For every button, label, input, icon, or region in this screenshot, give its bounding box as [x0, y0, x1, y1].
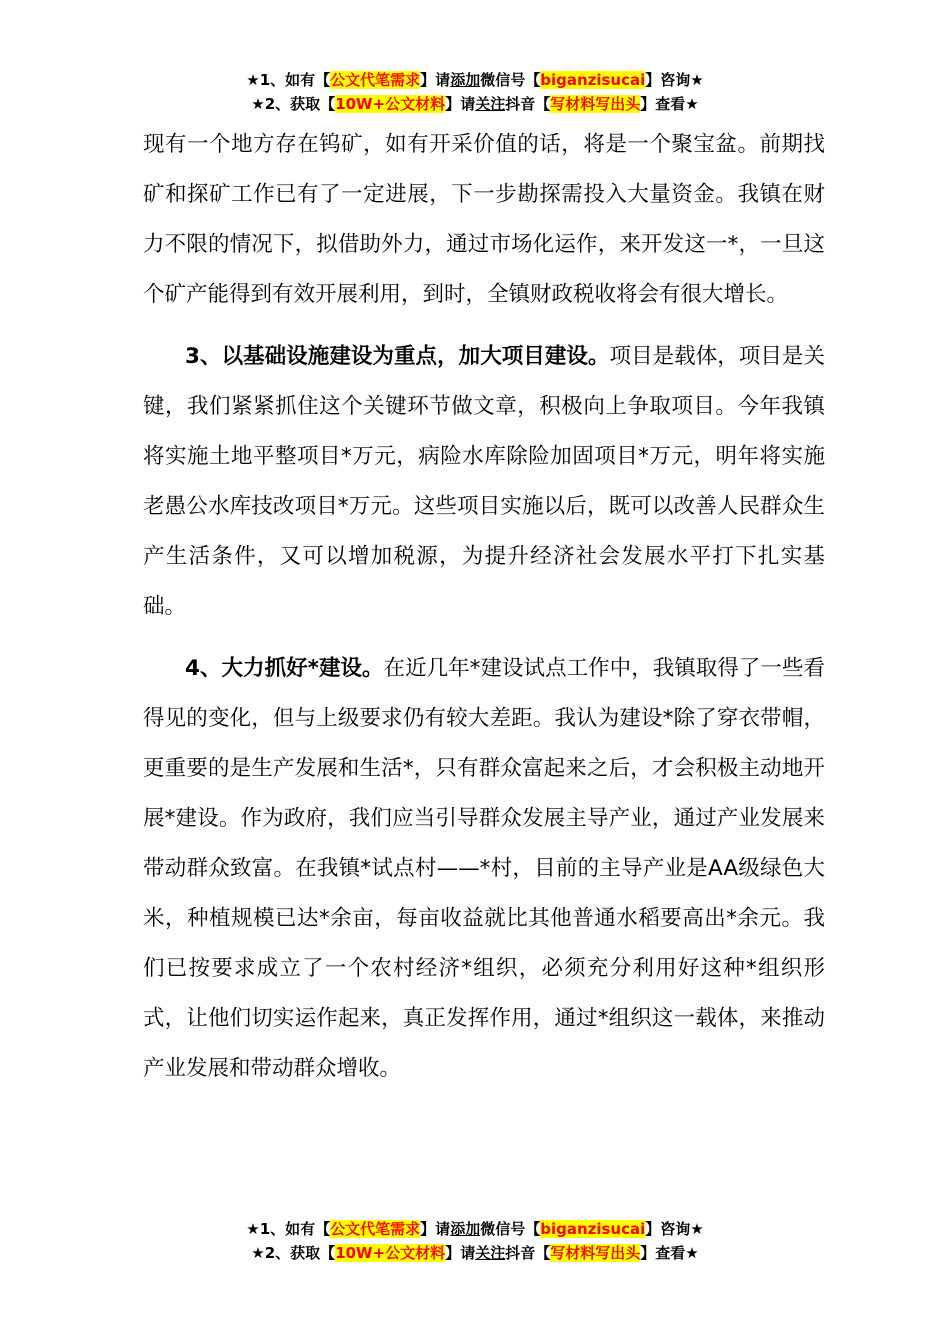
highlight-text: 公文代笔需求	[330, 1220, 421, 1238]
highlight-text: 公文代笔需求	[330, 71, 421, 89]
bottom-banner	[0, 1217, 950, 1265]
paragraph-3	[143, 644, 825, 1094]
banner-text: 】查看★	[640, 1244, 699, 1262]
underlined-text: 添加	[450, 1220, 481, 1238]
highlight-text: 10W+公文材料	[335, 95, 446, 113]
paragraph-text: 项目是载体，项目是关键，我们紧紧抓住这个关键环节做文章，积极向上争取项目。今年我镇将实施土地平整项目*万元，病险水库除险加固项目*万元，明年将实施老愚公水库技改项目*万元。这些项目实施以后，既可以改善人民群众生产生活条件，又可以增加税源，为提升经济社会发展水平打下扎实基础。	[143, 344, 825, 619]
highlight-text: biganzisucai	[540, 1220, 646, 1238]
document-body	[143, 120, 825, 1094]
banner-text: 】咨询★	[645, 71, 704, 89]
banner-text: 】请	[445, 95, 476, 113]
underlined-text: 关注	[475, 1244, 506, 1262]
banner-line-2	[0, 1241, 950, 1265]
banner-line-2	[0, 92, 950, 116]
paragraph-text: 在近几年*建设试点工作中，我镇取得了一些看得见的变化，但与上级要求仍有较大差距。我认为建设*除了穿衣带帽，更重要的是生产发展和生活*，只有群众富起来之后，才会积极主动地开展*建设。作为政府，我们应当引导群众发展主导产业，通过产业发展来带动群众致富。在我镇*试点村——*村，目前的主导产业是AA级绿色大米，种植规模已达*余亩，每亩收益就比其他普通水稻要高出*余元。我们已按要求成立了一个农村经济*组织，必须充分利用好这种*组织形式，让他们切实运作起来，真正发挥作用，通过*组织这一载体，来推动产业发展和带动群众增收。	[143, 656, 825, 1081]
banner-text: 抖音【	[505, 95, 551, 113]
banner-text: 】请	[445, 1244, 476, 1262]
top-banner	[0, 68, 950, 116]
banner-text: ★2、获取【	[251, 1244, 336, 1262]
paragraph-2	[143, 332, 825, 632]
banner-text: 】请	[420, 1220, 451, 1238]
banner-text: 】请	[420, 71, 451, 89]
underlined-text: 关注	[475, 95, 506, 113]
banner-text: ★1、如有【	[246, 71, 331, 89]
section-heading: 3、以基础设施建设为重点，加大项目建设。	[185, 344, 610, 369]
highlight-text: biganzisucai	[540, 71, 646, 89]
banner-text: 微信号【	[480, 71, 541, 89]
banner-text: 微信号【	[480, 1220, 541, 1238]
banner-line-1	[0, 68, 950, 92]
highlight-text: 写材料写出头	[550, 95, 641, 113]
banner-text: 】咨询★	[645, 1220, 704, 1238]
highlight-text: 10W+公文材料	[335, 1244, 446, 1262]
banner-line-1	[0, 1217, 950, 1241]
paragraph-1: 现有一个地方存在钨矿，如有开采价值的话，将是一个聚宝盆。前期找矿和探矿工作已有了一定进展，下一步勘探需投入大量资金。我镇在财力不限的情况下，拟借助外力，通过市场化运作，来开发这一*，一旦这个矿产能得到有效开展利用，到时，全镇财政税收将会有很大增长。	[143, 132, 825, 307]
banner-text: 抖音【	[505, 1244, 551, 1262]
highlight-text: 写材料写出头	[550, 1244, 641, 1262]
banner-text: ★2、获取【	[251, 95, 336, 113]
section-heading: 4、大力抓好*建设。	[185, 656, 384, 681]
banner-text: 】查看★	[640, 95, 699, 113]
banner-text: ★1、如有【	[246, 1220, 331, 1238]
underlined-text: 添加	[450, 71, 481, 89]
